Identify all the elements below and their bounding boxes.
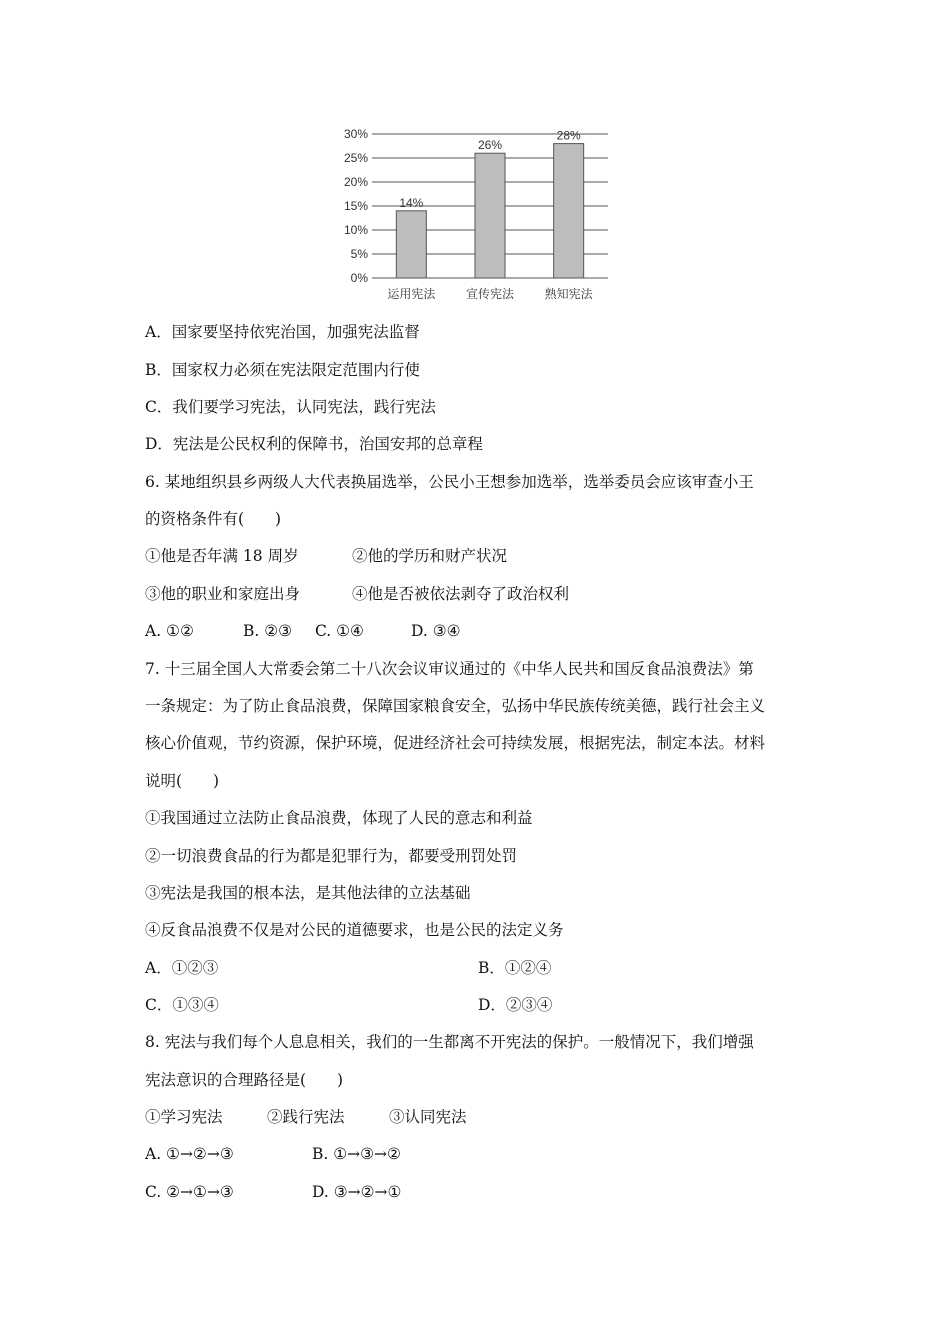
q8-option-d[interactable]: D. ③→②→① bbox=[312, 1183, 402, 1201]
y-tick-label: 20% bbox=[343, 175, 368, 189]
q7-stem-line4: 说明( ) bbox=[145, 772, 220, 790]
q5-option-c[interactable]: C．我们要学习宪法，认同宪法，践行宪法 bbox=[145, 398, 436, 416]
y-tick-label: 25% bbox=[343, 151, 368, 165]
q7-stem-line3: 核心价值观，节约资源，保护环境，促进经济社会可持续发展，根据宪法，制定本法。材料 bbox=[145, 734, 766, 752]
y-tick-label: 0% bbox=[350, 271, 368, 285]
bar-data-label: 26% bbox=[477, 138, 503, 153]
y-tick-label: 15% bbox=[343, 199, 368, 213]
q7-options-row2 bbox=[145, 995, 552, 1015]
y-tick-label: 30% bbox=[343, 127, 368, 141]
q7-options-row1 bbox=[145, 958, 551, 978]
q5-option-b[interactable]: B．国家权力必须在宪法限定范围内行使 bbox=[145, 361, 420, 379]
q8-items bbox=[145, 1107, 467, 1127]
q7-option-d[interactable]: D．②③④ bbox=[478, 996, 553, 1014]
q8-stem-line2: 宪法意识的合理路径是( ) bbox=[145, 1071, 344, 1089]
q6-stem-line2: 的资格条件有( ) bbox=[145, 510, 282, 528]
q7-item-4: ④反食品浪费不仅是对公民的道德要求，也是公民的法定义务 bbox=[145, 921, 564, 939]
y-tick-label: 10% bbox=[343, 223, 368, 237]
q6-option-a[interactable]: A. ①② bbox=[145, 622, 194, 640]
bar-chart-svg bbox=[330, 120, 620, 310]
q8-item-2: ②践行宪法 bbox=[267, 1108, 345, 1126]
q7-item-2: ②一切浪费食品的行为都是犯罪行为，都要受刑罚处罚 bbox=[145, 847, 518, 865]
q6-item-1: ①他是否年满 18 周岁 bbox=[145, 547, 299, 565]
q6-item-4: ④他是否被依法剥夺了政治权利 bbox=[352, 585, 570, 603]
bar-chart bbox=[330, 120, 620, 310]
q5-option-a[interactable]: A．国家要坚持依宪治国，加强宪法监督 bbox=[145, 323, 420, 341]
q7-stem-line2: 一条规定：为了防止食品浪费，保障国家粮食安全，弘扬中华民族传统美德，践行社会主义 bbox=[145, 697, 766, 715]
x-tick-label: 熟知宪法 bbox=[544, 287, 593, 301]
q6-items-row1 bbox=[145, 546, 507, 566]
q6-option-b[interactable]: B. ②③ bbox=[243, 622, 293, 640]
q7-option-c[interactable]: C．①③④ bbox=[145, 996, 219, 1014]
q7-stem-line1: 7. 十三届全国人大常委会第二十八次会议审议通过的《中华人民共和国反食品浪费法》第 bbox=[145, 660, 754, 678]
q5-option-d[interactable]: D．宪法是公民权利的保障书，治国安邦的总章程 bbox=[145, 435, 483, 453]
y-tick-label: 5% bbox=[350, 247, 368, 261]
bar-data-label: 28% bbox=[556, 128, 581, 143]
q6-item-2: ②他的学历和财产状况 bbox=[352, 547, 508, 565]
bar bbox=[554, 144, 584, 278]
q6-option-c[interactable]: C. ①④ bbox=[315, 622, 364, 640]
q6-items-row2 bbox=[145, 584, 569, 604]
q7-item-3: ③宪法是我国的根本法，是其他法律的立法基础 bbox=[145, 884, 471, 902]
bar bbox=[475, 153, 505, 278]
q8-option-a[interactable]: A. ①→②→③ bbox=[145, 1145, 234, 1163]
q6-stem-line1: 6. 某地组织县乡两级人大代表换届选举，公民小王想参加选举，选举委员会应该审查小王 bbox=[145, 473, 754, 491]
q6-item-3: ③他的职业和家庭出身 bbox=[145, 585, 301, 603]
q7-item-1: ①我国通过立法防止食品浪费，体现了人民的意志和利益 bbox=[145, 809, 533, 827]
bar-data-label: 14% bbox=[399, 195, 424, 210]
q8-item-3: ③认同宪法 bbox=[389, 1108, 467, 1126]
x-tick-label: 运用宪法 bbox=[387, 287, 436, 301]
q8-option-b[interactable]: B. ①→③→② bbox=[312, 1145, 401, 1163]
q7-option-a[interactable]: A．①②③ bbox=[145, 959, 219, 977]
x-tick-label: 宣传宪法 bbox=[465, 287, 515, 301]
q8-item-1: ①学习宪法 bbox=[145, 1108, 223, 1126]
q7-option-b[interactable]: B．①②④ bbox=[478, 959, 552, 977]
q8-options-row2 bbox=[145, 1182, 401, 1202]
q6-option-d[interactable]: D. ③④ bbox=[411, 622, 461, 640]
bar bbox=[396, 211, 426, 278]
q8-option-c[interactable]: C. ②→①→③ bbox=[145, 1183, 234, 1201]
q8-options-row1 bbox=[145, 1144, 401, 1164]
q6-options bbox=[145, 621, 461, 641]
q8-stem-line1: 8. 宪法与我们每个人息息相关，我们的一生都离不开宪法的保护。一般情况下，我们增强 bbox=[145, 1033, 754, 1051]
